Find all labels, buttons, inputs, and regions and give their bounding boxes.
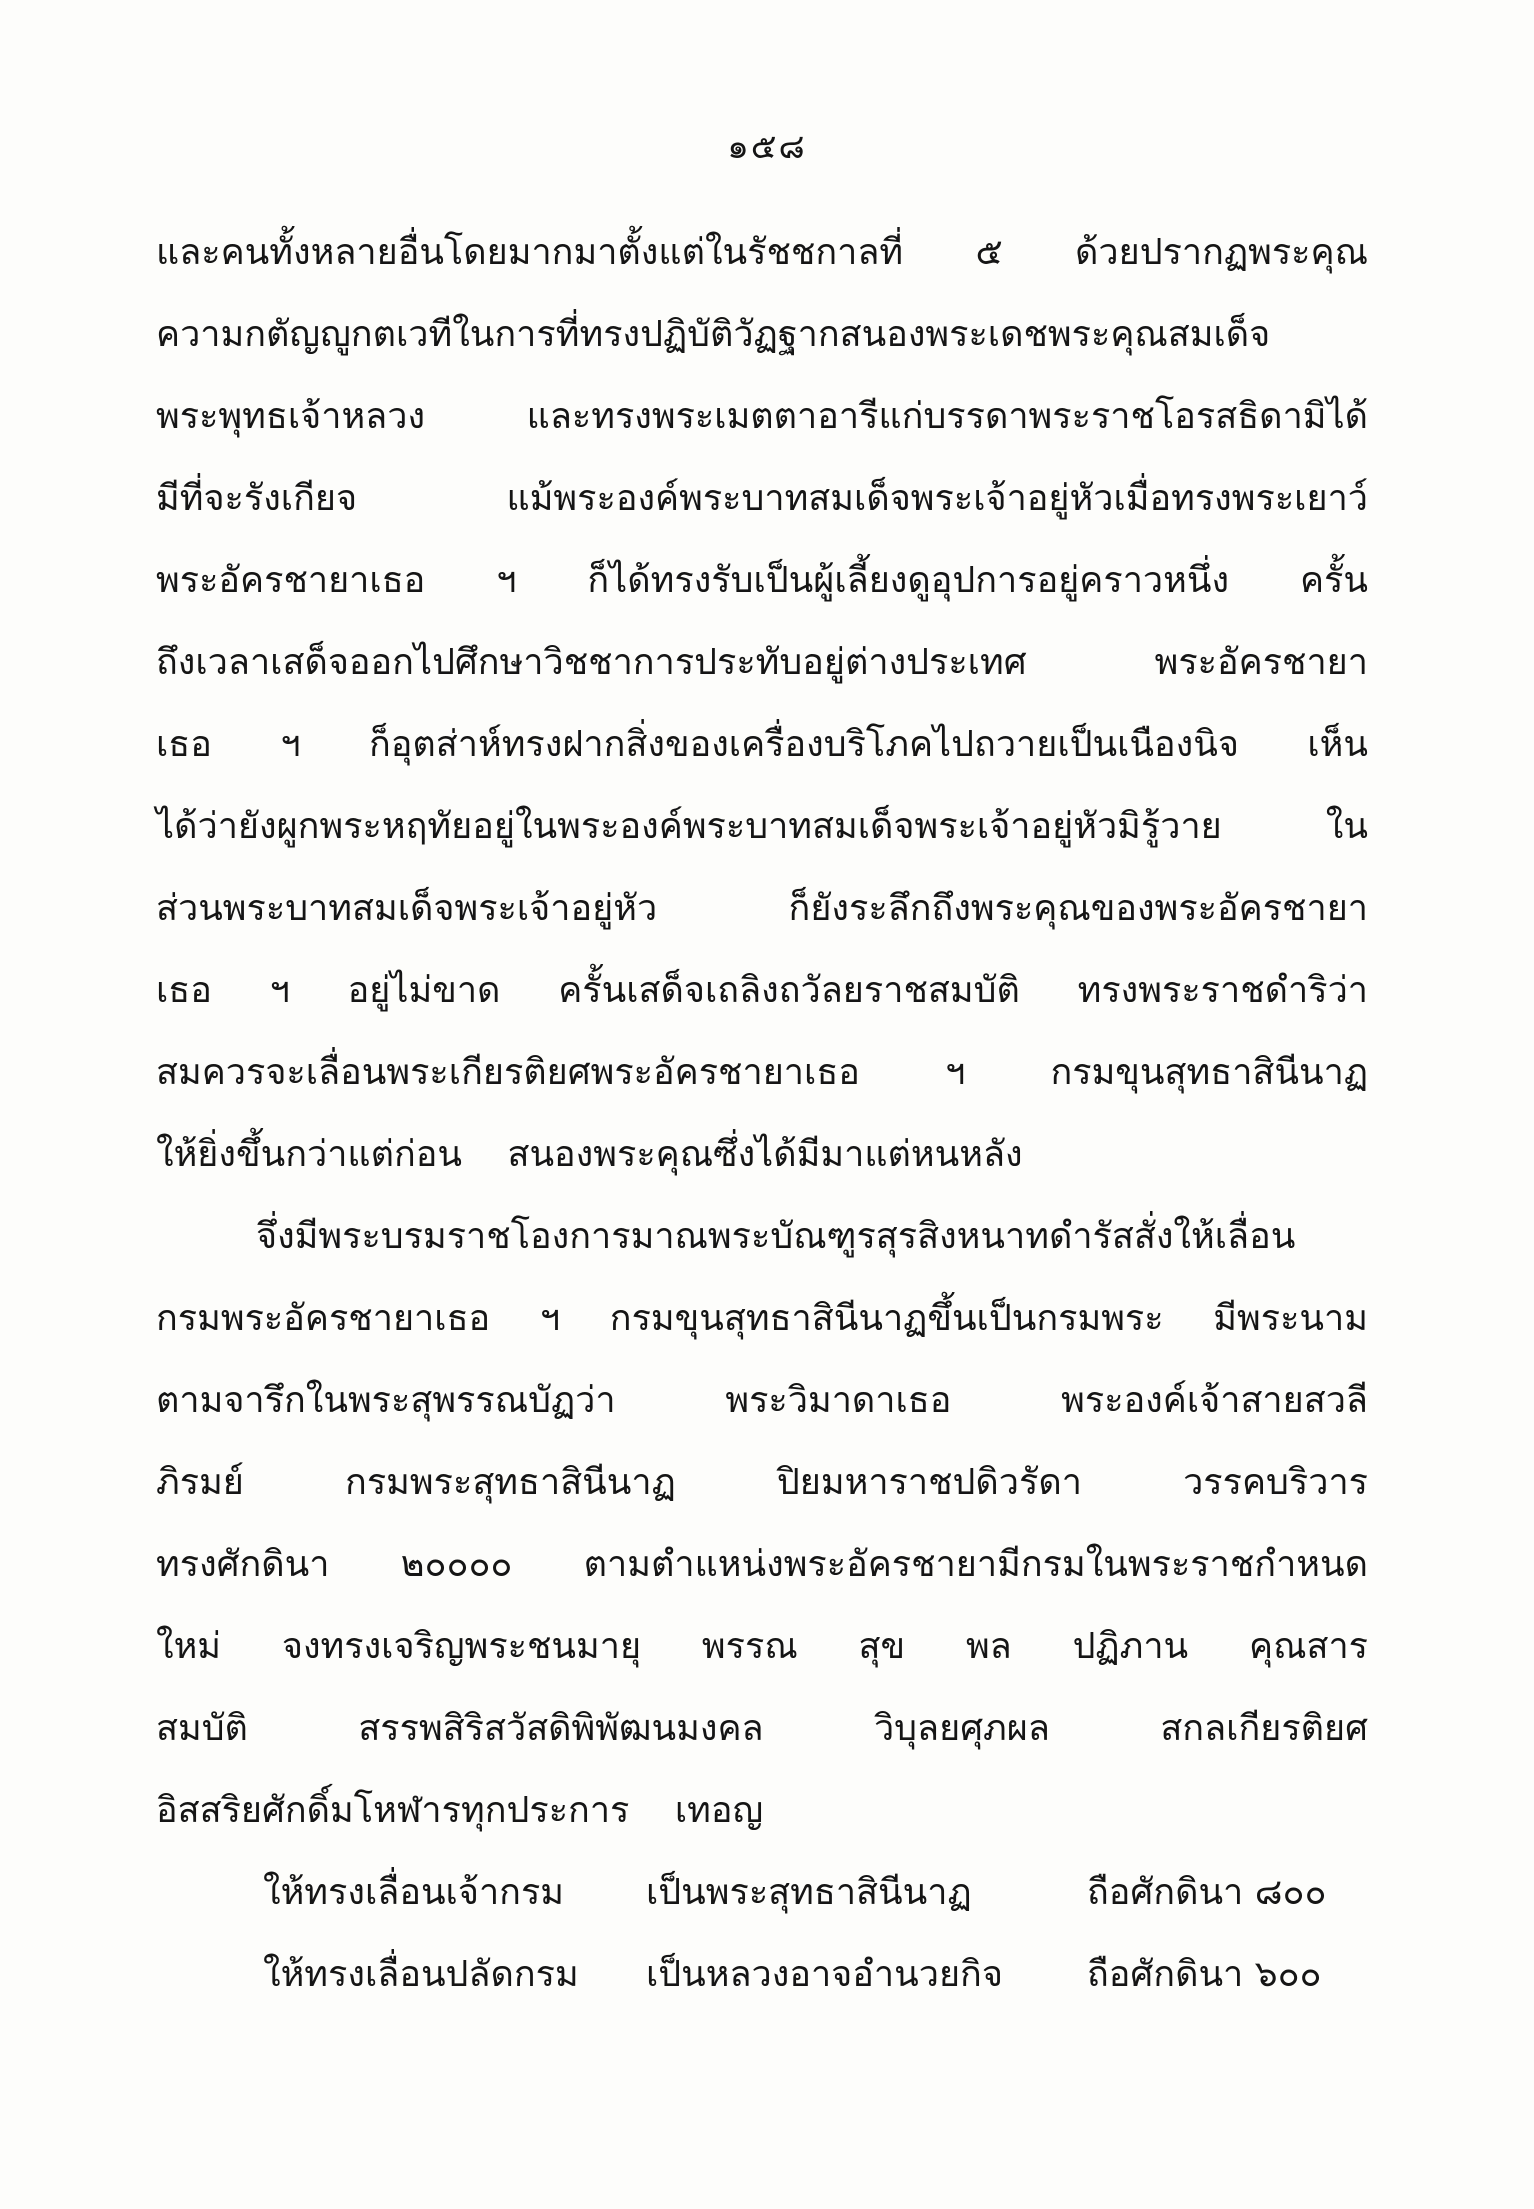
appointment-sakdina: ถือศักดินา ๘๐๐ [1087,1872,1327,1913]
text-line: ทรงศักดินา ๒๐๐๐๐ ตามตำแหน่งพระอัครชายามีกรมในพระราชกำหนด [156,1544,1368,1585]
appointment-new-title: เป็นพระสุทธาสินีนาฏ [646,1872,972,1913]
text-line: กรมพระอัครชายาเธอ ฯ กรมขุนสุทธาสินีนาฏขึ้นเป็นกรมพระ มีพระนาม [156,1298,1368,1339]
text-line: พระอัครชายาเธอ ฯ ก็ได้ทรงรับเป็นผู้เลี้ยงดูอุปการอยู่คราวหนึ่ง ครั้น [156,560,1368,601]
text-line: จึ่งมีพระบรมราชโองการมาณพระบัณฑูรสุรสิงหนาทดำรัสสั่งให้เลื่อน [256,1216,1296,1257]
appointment-row [156,1852,1368,1934]
text-line: พระพุทธเจ้าหลวง และทรงพระเมตตาอารีแก่บรรดาพระราชโอรสธิดามิได้ [156,396,1368,437]
text-line: ใหม่ จงทรงเจริญพระชนมายุ พรรณ สุข พล ปฏิภาน คุณสาร [156,1626,1368,1667]
text-line: ได้ว่ายังผูกพระหฤทัยอยู่ในพระองค์พระบาทสมเด็จพระเจ้าอยู่หัวมิรู้วาย ใน [156,806,1368,847]
paragraph [156,1196,1368,1852]
text-line: และคนทั้งหลายอื่นโดยมากมาตั้งแต่ในรัชชกาลที่ ๕ ด้วยปรากฏพระคุณ [156,232,1368,273]
text-line: ภิรมย์ กรมพระสุทธาสินีนาฏ ปิยมหาราชปดิวรัดา วรรคบริวาร [156,1462,1368,1503]
text-line: สมบัติ สรรพสิริสวัสดิพิพัฒนมงคล วิบุลยศุภผล สกลเกียรติยศ [156,1708,1368,1749]
appointment-list [156,1852,1368,2016]
text-line: อิสสริยศักดิ์มโหฬารทุกประการ เทอญ [156,1790,764,1831]
paragraph [156,212,1368,1196]
text-line: ถึงเวลาเสด็จออกไปศึกษาวิชชาการประทับอยู่ต่างประเทศ พระอัครชายา [156,642,1368,683]
appointment-action: ให้ทรงเลื่อนเจ้ากรม [263,1872,565,1913]
page-body [156,212,1368,2016]
text-line: เธอ ฯ อยู่ไม่ขาด ครั้นเสด็จเถลิงถวัลยราชสมบัติ ทรงพระราชดำริว่า [156,970,1368,1011]
text-line: ให้ยิ่งขึ้นกว่าแต่ก่อน สนองพระคุณซึ่งได้มีมาแต่หนหลัง [156,1134,1023,1175]
text-line: ส่วนพระบาทสมเด็จพระเจ้าอยู่หัว ก็ยังระลึกถึงพระคุณของพระอัครชายา [156,888,1368,929]
appointment-row [156,1934,1368,2016]
text-line: มีที่จะรังเกียจ แม้พระองค์พระบาทสมเด็จพระเจ้าอยู่หัวเมื่อทรงพระเยาว์ [156,478,1368,519]
appointment-sakdina: ถือศักดินา ๖๐๐ [1087,1954,1322,1995]
appointment-action: ให้ทรงเลื่อนปลัดกรม [263,1954,579,1995]
appointment-new-title: เป็นหลวงอาจอำนวยกิจ [646,1954,1003,1995]
text-line: ความกตัญญูกตเวทีในการที่ทรงปฏิบัติวัฏฐากสนองพระเดชพระคุณสมเด็จ [156,314,1271,355]
page-number: ๑๕๘ [727,127,807,167]
text-line: สมควรจะเลื่อนพระเกียรติยศพระอัครชายาเธอ ฯ กรมขุนสุทธาสินีนาฏ [156,1052,1368,1093]
text-line: ตามจารึกในพระสุพรรณบัฏว่า พระวิมาดาเธอ พระองค์เจ้าสายสวลี [156,1380,1368,1421]
text-line: เธอ ฯ ก็อุตส่าห์ทรงฝากสิ่งของเครื่องบริโภคไปถวายเป็นเนืองนิจ เห็น [156,724,1368,765]
